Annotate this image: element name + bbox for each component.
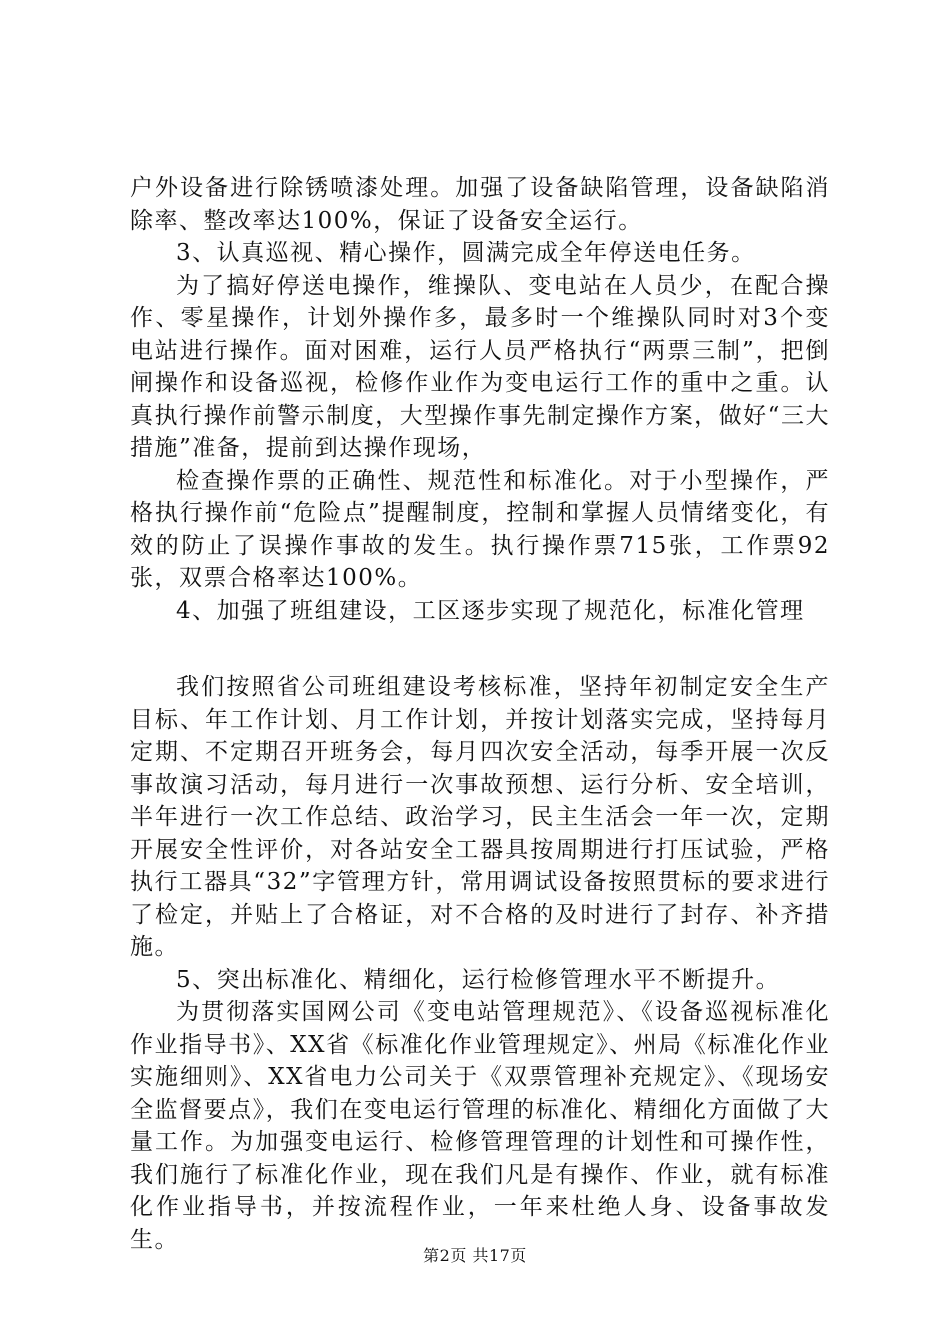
paragraph-spacer <box>130 627 830 671</box>
paragraph-operation-tickets: 检查操作票的正确性、规范性和标准化。对于小型操作，严格执行操作前“危险点”提醒制度，控制和掌握人员情绪变化，有效的防止了误操作事故的发生。执行操作票715张，工作票92张，双票合格率达100%。 <box>130 467 830 591</box>
section-heading-5: 5、突出标准化、精细化，运行检修管理水平不断提升。 <box>176 966 781 993</box>
document-body <box>130 172 830 1256</box>
section-heading-3: 3、认真巡视、精心操作，圆满完成全年停送电任务。 <box>176 240 756 266</box>
paragraph-team-building: 我们按照省公司班组建设考核标准，坚持年初制定安全生产目标、年工作计划、月工作计划，并按计划落实完成，坚持每月定期、不定期召开班务会，每月四次安全活动，每季开展一次反事故演习活动，每月进行一次事故预想、运行分析、安全培训，半年进行一次工作总结、政治学习，民主生活会一年一次，定期开展安全性评价，对各站安全工器具按周期进行打压试验，严格执行工器具“32”字管理方针，常用调试设备按照贯标的要求进行了检定，并贴上了合格证，对不合格的及时进行了封存、补齐措施。 <box>130 674 830 960</box>
paragraph-equipment-defects: 户外设备进行除锈喷漆处理。加强了设备缺陷管理，设备缺陷消除率、整改率达100%，保证了设备安全运行。 <box>130 175 830 234</box>
paragraph-standardization: 为贯彻落实国网公司《变电站管理规范》、《设备巡视标准化作业指导书》、XX省《标准化作业管理规定》、州局《标准化作业实施细则》、XX省电力公司关于《双票管理补充规定》、《现场安全监督要点》，我们在变电运行管理的标准化、精细化方面做了大量工作。为加强变电运行、检修管理管理的计划性和可操作性，我们施行了标准化作业，现在我们凡是有操作、作业，就有标准化作业指导书，并按流程作业，一年来杜绝人身、设备事故发生。 <box>130 999 830 1253</box>
page-number-footer: 第2页 共17页 <box>423 1246 527 1265</box>
paragraph-switching-operations: 为了搞好停送电操作，维操队、变电站在人员少，在配合操作、零星操作，计划外操作多，最多时一个维操队同时对3个变电站进行操作。面对困难，运行人员严格执行“两票三制”，把倒闸操作和设备巡视，检修作业作为变电运行工作的重中之重。认真执行操作前警示制度，大型操作事先制定操作方案，做好“三大措施”准备，提前到达操作现场， <box>130 272 830 461</box>
section-heading-4: 4、加强了班组建设，工区逐步实现了规范化，标准化管理 <box>176 597 805 624</box>
